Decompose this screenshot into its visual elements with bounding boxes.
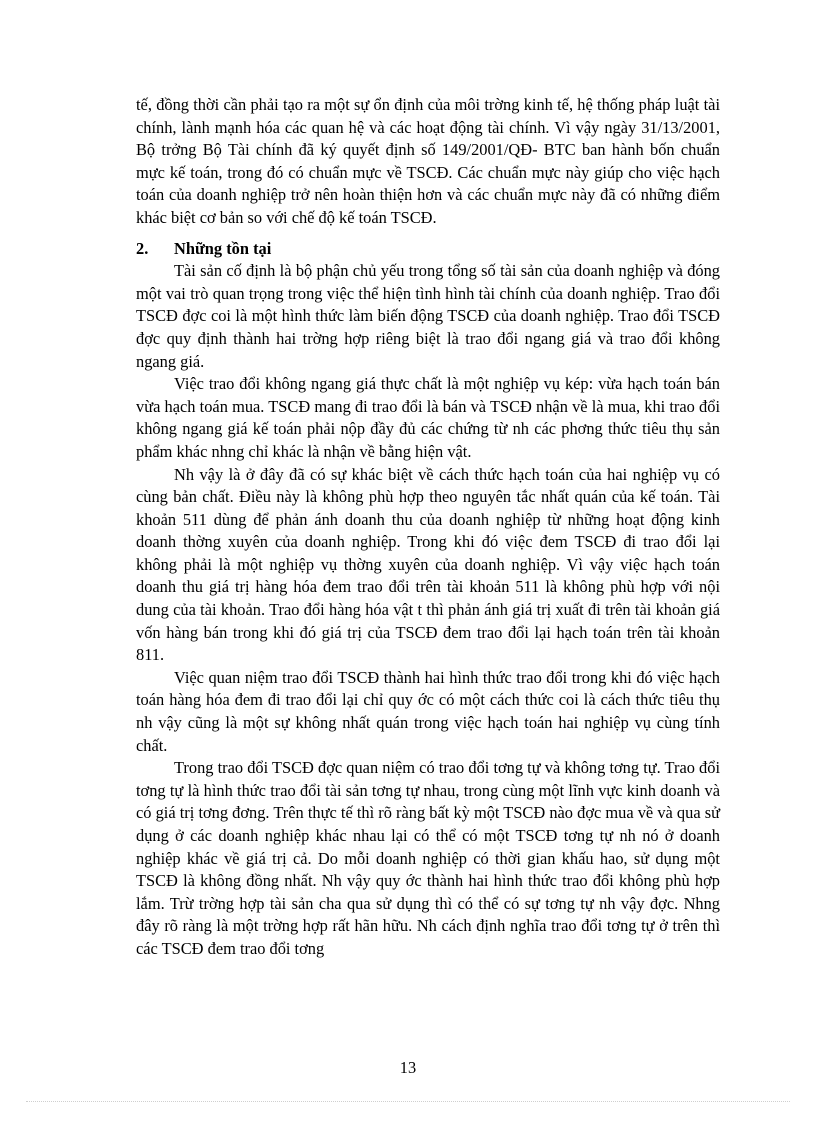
section-title: Những tồn tại xyxy=(174,238,272,258)
paragraph: Việc quan niệm trao đổi TSCĐ thành hai hình thức trao đổi trong khi đó việc hạch toán hàng hóa đem đi trao đổi lại chỉ quy ớc có một cách thức coi là cách thức tiêu thụ nh vậy cũng là một sự không nhất quán trong việc hạch toán hai nghiệp vụ cùng tính chất. xyxy=(136,667,720,755)
body-text xyxy=(136,94,720,961)
paragraph: Tài sản cố định là bộ phận chủ yếu trong tổng số tài sản của doanh nghiệp và đóng một vai trò quan trọng trong việc thể hiện tình hình tài chính của doanh nghiệp. Trao đổi TSCĐ đợc coi là một hình thức làm biến động TSCĐ của doanh nghiệp. Trao đổi TSCĐ đợc quy định thành hai trờng hợp riêng biệt là trao đổi ngang giá và trao đổi không ngang giá. xyxy=(136,261,720,371)
page-number: 13 xyxy=(399,1058,417,1077)
page-footer-divider xyxy=(26,1101,790,1102)
section-number: 2. xyxy=(136,238,149,258)
intro-paragraph: tế, đồng thời cần phải tạo ra một sự ổn định của môi trờng kinh tế, hệ thống pháp luật tài chính, lành mạnh hóa các quan hệ và các hoạt động tài chính. Vì vậy ngày 31/13/2001, Bộ trởng Bộ Tài chính đã ký quyết định số 149/2001/QĐ- BTC ban hành bốn chuẩn mực kế toán, trong đó có chuẩn mực về TSCĐ. Các chuẩn mực này giúp cho việc hạch toán của doanh nghiệp trở nên hoàn thiện hơn và các chuẩn mực này đã có những điểm khác biệt cơ bản so với chế độ kế toán TSCĐ. xyxy=(136,95,720,227)
section-heading xyxy=(136,238,720,261)
paragraph: Nh vậy là ở đây đã có sự khác biệt về cách thức hạch toán của hai nghiệp vụ có cùng bản chất. Điều này là không phù hợp theo nguyên tắc nhất quán của kế toán. Tài khoản 511 dùng để phản ánh doanh thu của doanh nghiệp từ những hoạt động kinh doanh thờng xuyên của doanh nghiệp. Trong khi đó việc đem TSCĐ đi trao đổi lại không phải là một nghiệp vụ thờng xuyên của doanh nghiệp. Vì vậy việc hạch toán doanh thu giá trị hàng hóa đem trao đổi trên tài khoản 511 là không phù hợp với nội dung của tài khoản. Trao đổi hàng hóa vật t thì phản ánh giá trị xuất đi trên tài khoản giá vốn hàng bán trong khi đó giá trị của TSCĐ đem trao đổi lại hạch toán trên tài khoản 811. xyxy=(136,464,720,665)
paragraph: Trong trao đổi TSCĐ đợc quan niệm có trao đổi tơng tự và không tơng tự. Trao đổi tơng tự là hình thức trao đổi tài sản tơng tự nhau, trong cùng một lĩnh vực kinh doanh và có giá trị tơng đơng. Trên thực tế thì rõ ràng bất kỳ một TSCĐ nào đợc mua về và qua sử dụng ở các doanh nghiệp khác nhau lại có thể có một TSCĐ tơng tự nh nó ở doanh nghiệp khác về giá trị cả. Do mỗi doanh nghiệp có thời gian khấu hao, sử dụng một TSCĐ là không đồng nhất. Nh vậy quy ớc thành hai hình thức trao đổi không phù hợp lắm. Trừ trờng hợp tài sản cha qua sử dụng thì có thể có sự tơng tự nh vậy đợc. Nhng đây rõ ràng là một trờng hợp rất hãn hữu. Nh cách định nghĩa trao đổi tơng tự ở trên thì các TSCĐ đem trao đổi tơng xyxy=(136,758,720,958)
paragraph: Việc trao đổi không ngang giá thực chất là một nghiệp vụ kép: vừa hạch toán bán vừa hạch toán mua. TSCĐ mang đi trao đổi là bán và TSCĐ nhận về là mua, khi trao đổi không ngang giá kế toán phải nộp đầy đủ các chứng từ nh các phơng thức tiêu thụ sản phẩm khác nhng chỉ khác là nhận về bằng hiện vật. xyxy=(136,374,720,461)
